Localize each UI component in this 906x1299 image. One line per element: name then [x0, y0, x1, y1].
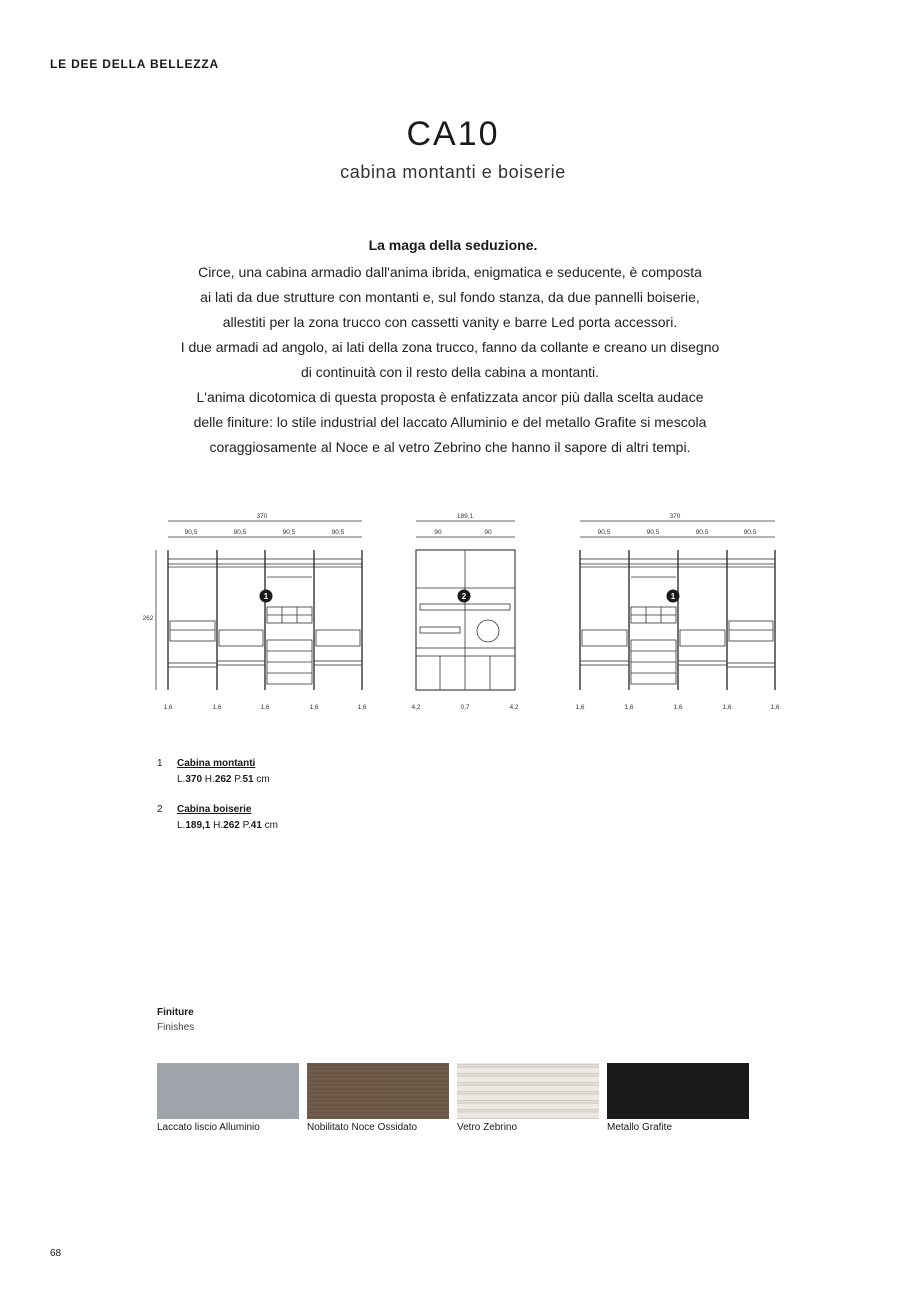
product-code: CA10: [406, 115, 500, 153]
dim-post: 1,6: [624, 704, 634, 711]
drawing-right: [575, 513, 779, 711]
dim-total: 189,1: [456, 513, 474, 520]
dim-post: 1,6: [163, 704, 173, 711]
drawing-center: [411, 513, 518, 711]
legend-name: Cabina boiserie: [177, 804, 252, 815]
dim-module: 90,5: [233, 529, 247, 536]
drawing-left: [143, 513, 367, 711]
legend-dimensions: L.370 H.262 P.51 cm: [177, 774, 270, 785]
marker-1: 1: [263, 592, 269, 601]
legend-number: 2: [157, 804, 163, 815]
dim-module: 90,5: [184, 529, 198, 536]
dim-module: 90: [484, 529, 492, 536]
finish-swatch-graphite: [607, 1063, 749, 1119]
legend-name: Cabina montanti: [177, 758, 256, 769]
dim-module: 90,5: [331, 529, 345, 536]
dim-height: 262: [142, 615, 154, 622]
intro-lead: La maga della seduzione.: [368, 237, 538, 253]
dim-module: 90,5: [282, 529, 296, 536]
dim-gap: 4,2: [411, 704, 421, 711]
dim-module: 90,5: [597, 529, 611, 536]
intro-line: L'anima dicotomica di questa proposta è enfatizzata ancor più dalla scelta audace: [196, 389, 704, 405]
finish-label: Vetro Zebrino: [457, 1122, 518, 1133]
intro-line: allestiti per la zona trucco con cassetti vanity e barre Led porta accessori.: [222, 314, 678, 330]
finish-swatch-walnut: [307, 1063, 449, 1119]
marker-2: 2: [461, 592, 467, 601]
dim-post: 1,6: [673, 704, 683, 711]
intro-line: I due armadi ad angolo, ai lati della zona trucco, fanno da collante e creano un disegno: [180, 339, 720, 355]
marker-1: 1: [670, 592, 676, 601]
finish-label: Nobilitato Noce Ossidato: [307, 1122, 418, 1133]
intro-line: Circe, una cabina armadio dall'anima ibrida, enigmatica e seducente, è composta: [198, 264, 702, 280]
legend-number: 1: [157, 758, 163, 769]
page-number: 68: [50, 1248, 62, 1259]
finish-label: Laccato liscio Alluminio: [157, 1122, 260, 1133]
intro-line: di continuità con il resto della cabina a montanti.: [300, 364, 600, 380]
legend-item: [157, 756, 357, 790]
dim-post: 1,6: [260, 704, 270, 711]
dim-module: 90,5: [646, 529, 660, 536]
dim-post: 1,6: [309, 704, 319, 711]
brand-title: LE DEE DELLA BELLEZZA: [50, 57, 220, 71]
intro-line: ai lati da due strutture con montanti e, sul fondo stanza, da due pannelli boiserie,: [200, 289, 700, 305]
dim-post: 1,6: [575, 704, 585, 711]
dim-total: 370: [669, 513, 681, 520]
dim-post: 1,6: [722, 704, 732, 711]
finish-swatch-aluminium: [157, 1063, 299, 1119]
dim-gap: 4,2: [509, 704, 519, 711]
finish-label: Metallo Grafite: [607, 1122, 673, 1133]
intro-line: delle finiture: lo stile industrial del laccato Alluminio e del metallo Grafite si mescola: [193, 414, 707, 430]
dim-gap: 0,7: [460, 704, 470, 711]
dim-post: 1,6: [357, 704, 367, 711]
legend-dimensions: L.189,1 H.262 P.41 cm: [177, 820, 279, 831]
dim-post: 1,6: [212, 704, 222, 711]
legend-item: [157, 802, 357, 836]
intro-line: coraggiosamente al Noce e al vetro Zebrino che hanno il sapore di altri tempi.: [209, 439, 691, 455]
finish-swatch-zebrino: [457, 1063, 599, 1119]
dim-module: 90: [434, 529, 442, 536]
finishes-subtitle: Finishes: [157, 1022, 195, 1033]
dim-module: 90,5: [695, 529, 709, 536]
product-subtitle: cabina montanti e boiserie: [340, 162, 566, 182]
dim-total: 370: [256, 513, 268, 520]
finishes-title: Finiture: [157, 1007, 194, 1018]
dim-module: 90,5: [743, 529, 757, 536]
dim-post: 1,6: [770, 704, 780, 711]
